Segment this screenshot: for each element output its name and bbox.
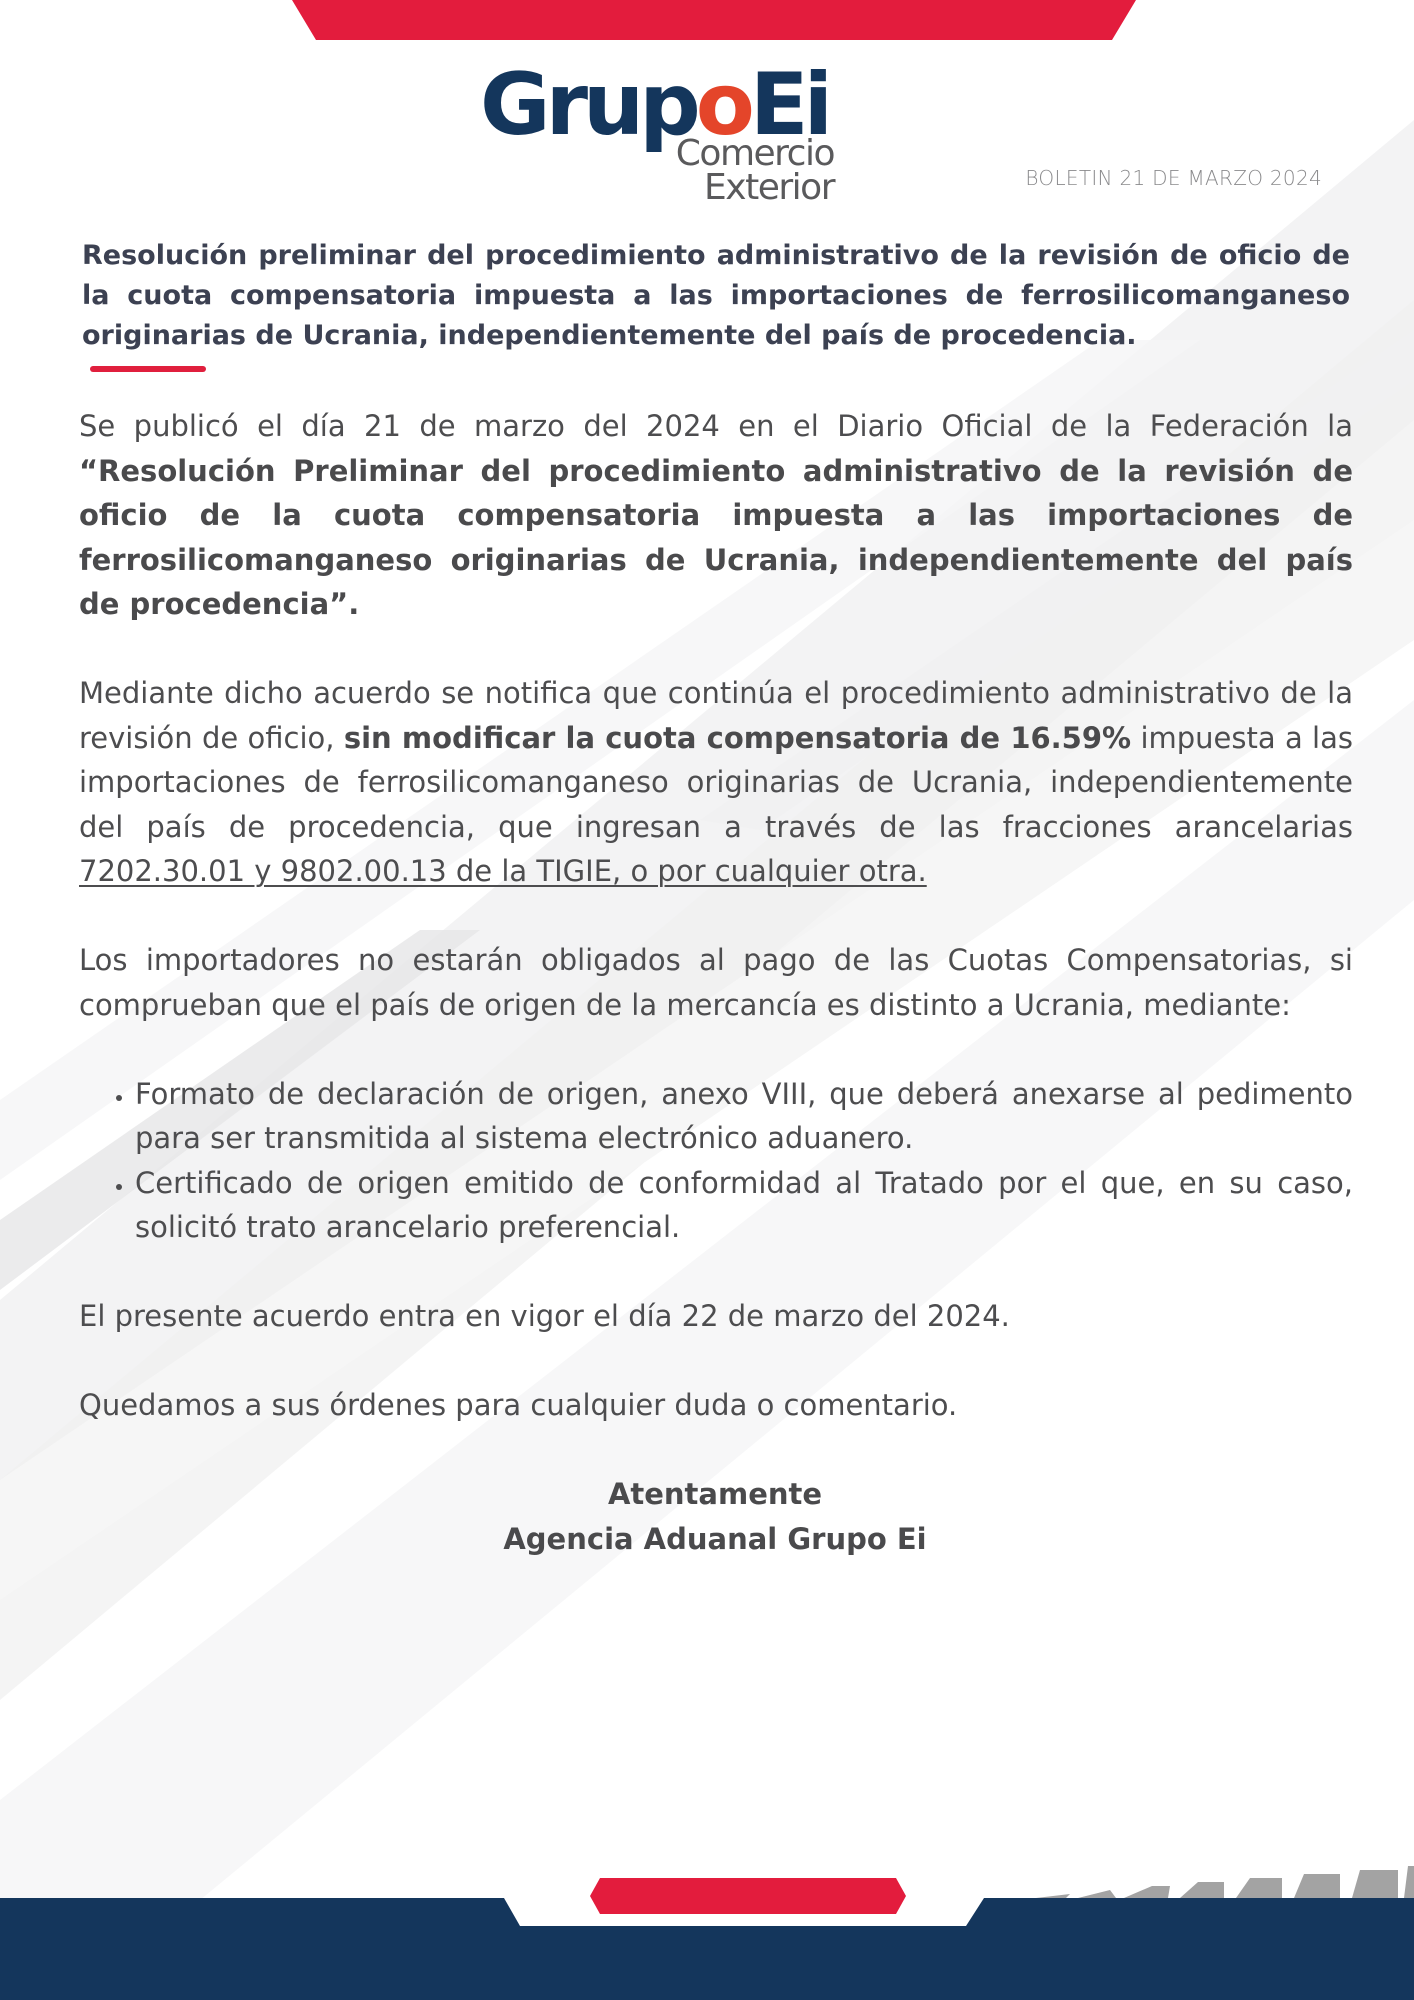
document-title: Resolución preliminar del procedimiento administrativo de la revisión de oficio de la cuota compensatoria impuesta a las importaciones de ferrosilicomanganeso originarias de Ucrania, independientemente del país de procedencia. <box>82 240 1350 351</box>
requirements-list <box>79 1072 1353 1250</box>
document-body <box>79 404 1353 1472</box>
bulletin-date: BOLETIN 21 DE MARZO 2024 <box>1025 166 1322 190</box>
signature-agency: Agencia Aduanal Grupo Ei <box>503 1521 927 1556</box>
logo-wordmark: GrupoEi <box>480 55 829 155</box>
list-item: • Certificado de origen emitido de conformidad al Tratado por el que, en su caso, solicitó trato arancelario preferencial. <box>135 1161 1353 1250</box>
company-logo <box>480 55 840 208</box>
paragraph-effective-date: El presente acuerdo entra en vigor el día 22 de marzo del 2024. <box>79 1299 1010 1333</box>
paragraph-closing: Quedamos a sus órdenes para cualquier duda o comentario. <box>79 1388 958 1422</box>
logo-subtitle-line2: Exterior <box>704 167 834 208</box>
paragraph-importers: Los importadores no estarán obligados al pago de las Cuotas Compensatorias, si comprueban que el país de origen de la mercancía es distinto a Ucrania, mediante: <box>79 943 1353 1022</box>
paragraph-publication: Se publicó el día 21 de marzo del 2024 en el Diario Oficial de la Federación la “Resolución Preliminar del procedimiento administrativo de la revisión de oficio de la cuota compensatoria impuesta a las importaciones de ferrosilicomanganeso originarias de Ucrania, independientemente del país de procedencia”. <box>79 409 1353 621</box>
top-banner <box>0 0 1414 42</box>
signature-block <box>0 1472 1414 1561</box>
list-item: • Formato de declaración de origen, anexo VIII, que deberá anexarse al pedimento para ser transmitida al sistema electrónico aduanero. <box>135 1072 1353 1161</box>
paragraph-agreement: Mediante dicho acuerdo se notifica que continúa el procedimiento administrativo de la revisión de oficio, sin modificar la cuota compensatoria de 16.59% impuesta a las importaciones de ferrosilicomanganeso originarias de Ucrania, independientemente del país de procedencia, que ingresan a través de las fracciones arancelarias 7202.30.01 y 9802.00.13 de la TIGIE, o por cualquier otra. <box>79 676 1353 888</box>
signature-salutation: Atentamente <box>607 1477 823 1511</box>
title-underline <box>90 366 206 372</box>
footer-banner <box>0 1860 1414 2000</box>
logo-subtitle-line1: Comercio <box>675 133 834 174</box>
